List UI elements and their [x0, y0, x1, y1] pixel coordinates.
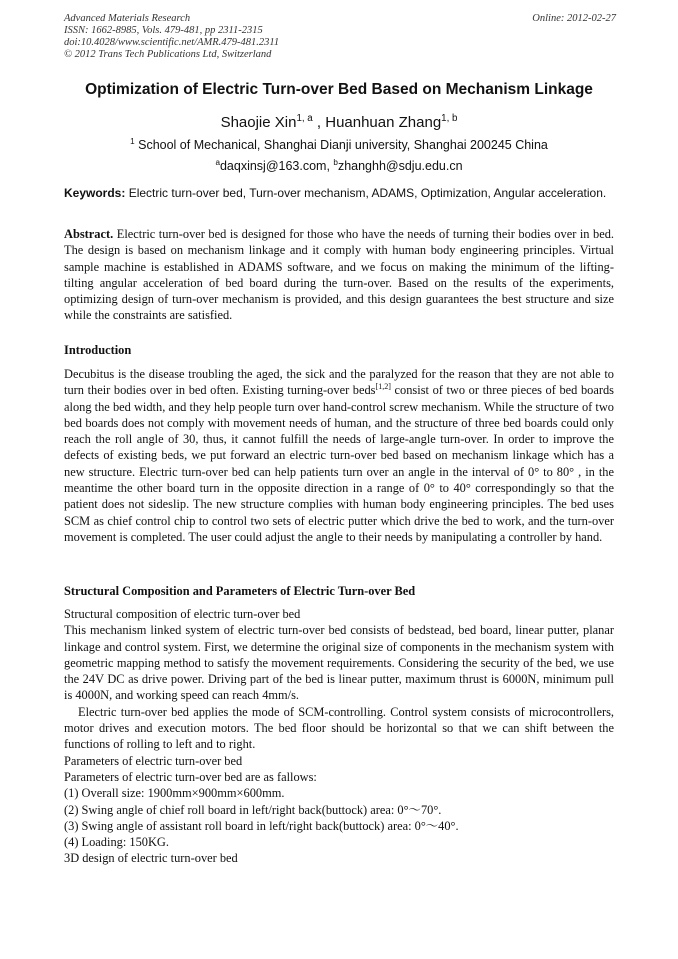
- introduction-heading: Introduction: [64, 343, 132, 357]
- citation: [1,2]: [375, 382, 391, 392]
- paper-title: Optimization of Electric Turn-over Bed Based on Mechanism Linkage: [85, 81, 593, 98]
- author-2: Huanhuan Zhang: [325, 114, 442, 131]
- control-paragraph: Electric turn-over bed applies the mode of SCM-controlling. Control system consists of microcontrollers, motor drives and execution motors. The bed floor should be horizontal so that we can shift between the functions of rolling to left and to right.: [64, 704, 614, 752]
- abstract-text: Electric turn-over bed is designed for those who have the needs of turning their bodies over in bed. The design is based on mechanism linkage and it comply with human body engineering principles. Virtual sample machine is established in ADAMS software, and we focus on making the minimum of the lifting-tilting angular acceleration of bed board during the turn-over. Based on the results of the experiments, optimizing design of turn-over mechanism is provided, and this design guarantees the best structure and size while the constraints are satisfied.: [64, 227, 614, 323]
- email-2-sup: b: [333, 157, 338, 167]
- affiliation: [0, 138, 678, 152]
- email-1-sup: a: [215, 157, 220, 167]
- introduction-paragraph: [64, 366, 614, 545]
- author-line: [0, 114, 678, 131]
- keywords: [64, 186, 614, 201]
- author-separator: ,: [312, 114, 326, 131]
- copyright-line: © 2012 Trans Tech Publications Ltd, Switzerland: [64, 49, 272, 60]
- parameters-intro: Parameters of electric turn-over bed are as fallows:: [64, 769, 317, 784]
- online-date: Online: 2012-02-27: [532, 13, 616, 24]
- author-1-sup: 1, a: [296, 113, 313, 124]
- structure-heading: Structural Composition and Parameters of Electric Turn-over Bed: [64, 584, 416, 598]
- doi-line: doi:10.4028/www.scientific.net/AMR.479-481.2311: [64, 37, 280, 48]
- author-1: Shaojie Xin: [220, 114, 297, 131]
- issn-line: ISSN: 1662-8985, Vols. 479-481, pp 2311-2315: [64, 25, 263, 36]
- keywords-label: Keywords:: [64, 186, 126, 200]
- subheading-3d-design: 3D design of electric turn-over bed: [64, 851, 238, 866]
- parameter-item: (1) Overall size: 1900mm×900mm×600mm.: [64, 786, 285, 801]
- author-2-sup: 1, b: [441, 113, 458, 124]
- parameter-item: (4) Loading: 150KG.: [64, 835, 169, 850]
- subheading-parameters: Parameters of electric turn-over bed: [64, 753, 243, 768]
- journal-header: [64, 13, 616, 61]
- affiliation-sup: 1: [130, 136, 135, 146]
- parameter-item: (2) Swing angle of chief roll board in left/right back(buttock) area: 0°～70°.: [64, 802, 442, 817]
- email-2: zhanghh@sdju.edu.cn: [337, 159, 463, 173]
- structure-section: [64, 606, 614, 867]
- intro-text-b: consist of two or three pieces of bed boards along the bed width, and they help people turn over hand-control screw mechanism. While the structure of two bed boards does not comply with movement needs of human, and the structure of three bed boards could only reach the roll angle of 30, thus, it cannot fulfill the needs of large-angle turn-over. In order to improve the defects of existing beds, we put forward an electric turn-over bed based on mechanism linkage which has a new structure. Electric turn-over bed can help patients turn over an angle in the interval of 0° to 80° , in the meantime the other board turn in the opposite direction in a range of 0° to 40° correspondingly so that the patient does not sideslip. The new structure complies with human body engineering principles. The bed uses SCM as chief control chip to control two sets of electric putter which drive the bed to work, and the turn-over movement is completed. The user could adjust the angle to their needs by manipulating a controller by hand.: [64, 383, 614, 544]
- intro-text-a: Decubitus is the disease troubling the aged, the sick and the paralyzed for the reason that they are not able to turn their bodies over in bed often. Existing turning-over beds: [64, 367, 614, 398]
- subheading-composition: Structural composition of electric turn-over bed: [64, 607, 301, 621]
- abstract-label: Abstract.: [64, 227, 114, 241]
- journal-name: Advanced Materials Research: [64, 13, 191, 24]
- email-1: daqxinsj@163.com,: [219, 159, 334, 173]
- keywords-text: Electric turn-over bed, Turn-over mechanism, ADAMS, Optimization, Angular acceleration.: [125, 186, 607, 200]
- email-line: [0, 159, 678, 173]
- affiliation-text: School of Mechanical, Shanghai Dianji university, Shanghai 200245 China: [134, 138, 548, 152]
- abstract: [64, 226, 614, 324]
- composition-paragraph: This mechanism linked system of electric turn-over bed consists of bedstead, bed board, linear putter, planar linkage and control system. First, we determine the original size of components in the mechanism system with geometric mapping method to satisfy the movement requirements. Considering the security of the bed, we use the 24V DC as drive power. Driving part of the bed is linear putter, maximum thrust is 6000N, minimum pull is 4000N, and working speed can reach 4mm/s.: [64, 623, 614, 703]
- parameter-item: (3) Swing angle of assistant roll board in left/right back(buttock) area: 0°～40°.: [64, 818, 459, 833]
